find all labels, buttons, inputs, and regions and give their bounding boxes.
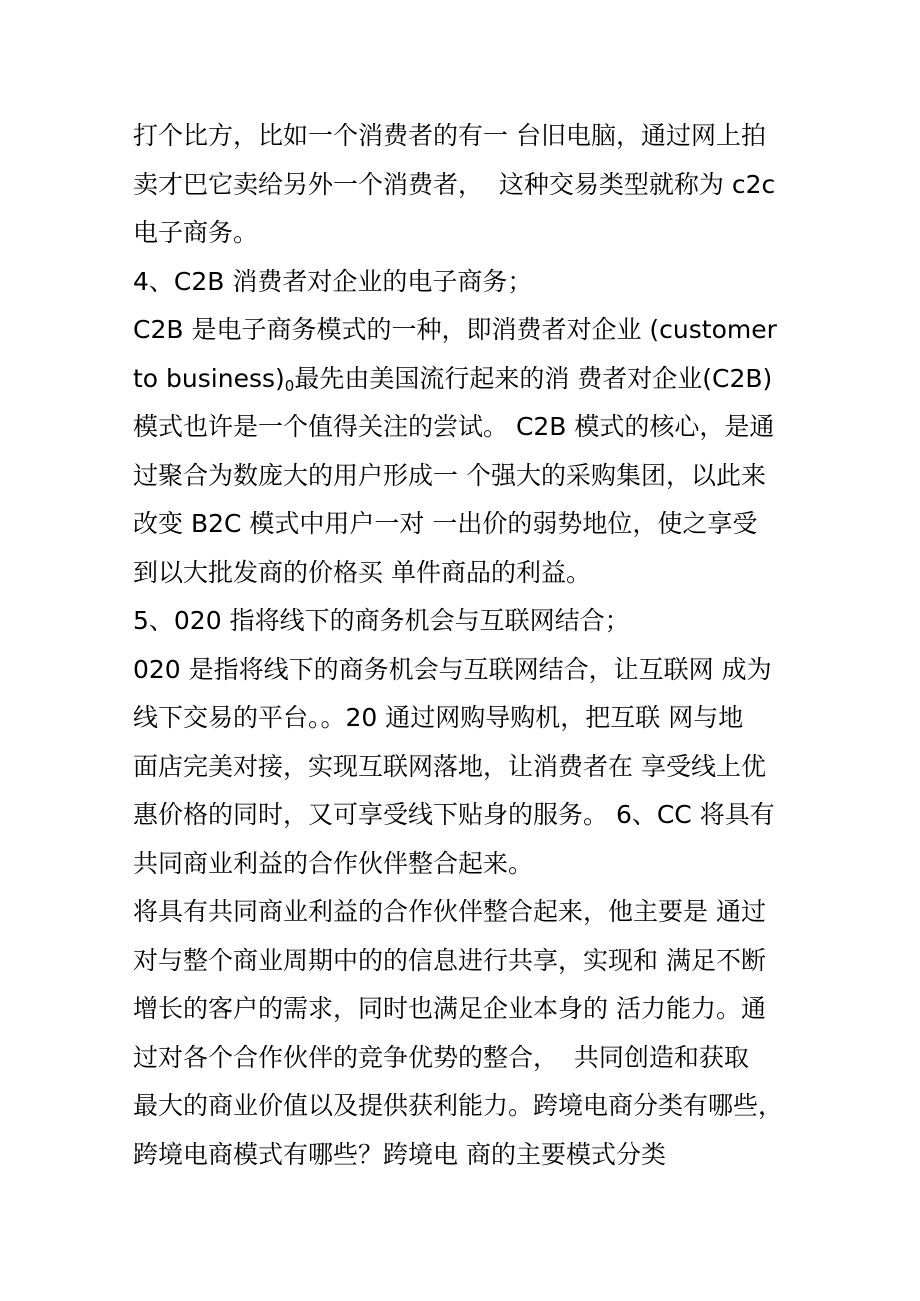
text-line: 过聚合为数庞大的用户形成一 个强大的采购集团，以此来 — [133, 460, 766, 490]
text-line: 电子商务。 — [133, 218, 259, 247]
document-body — [133, 112, 803, 1179]
subscript-zero: 0 — [284, 376, 295, 395]
text-line: 增长的客户的需求，同时也满足企业本身的 活力能力。通 — [133, 994, 766, 1023]
text-line: 共同商业利益的合作伙伴整合起来。 — [133, 848, 534, 878]
text-line: 5、020 指将线下的商务机会与互联网结合； — [133, 606, 630, 635]
text-line: 过对各个合作伙伴的竞争优势的整合， 共同创造和获取 — [133, 1042, 749, 1072]
text-line: 卖才巴它卖给另外一个消费者， 这种交易类型就称为 c2c — [133, 169, 776, 199]
text-line: 020 是指将线下的商务机会与互联网结合，让互联网 成为 — [133, 654, 772, 684]
text-segment: to business) — [133, 363, 285, 393]
text-line: 线下交易的平台。。20 通过网购导购机，把互联 网与地 — [133, 703, 744, 732]
text-line: 惠价格的同时，又可享受线下贴身的服务。 6、CC 将具有 — [133, 800, 775, 829]
text-line: 改变 B2C 模式中用户一对 一出价的弱势地位，使之享受 — [133, 509, 758, 538]
text-line: 对与整个商业周期中的的信息进行共享，实现和 满足不断 — [133, 945, 766, 975]
text-line: C2B 是电子商务模式的一种，即消费者对企业 (customer — [133, 315, 777, 344]
text-line: 模式也许是一个值得关注的尝试。 C2B 模式的核心，是通 — [133, 412, 775, 441]
text-line-mixed — [133, 355, 803, 404]
text-line: 面店完美对接，实现互联网落地，让消费者在 享受线上优 — [133, 751, 766, 781]
text-line: 打个比方，比如一个消费者的有一 台旧电脑，通过网上拍 — [133, 121, 766, 150]
text-line: 到以大批发商的价格买 单件商品的利益。 — [133, 557, 591, 587]
text-line: 跨境电商模式有哪些？跨境电 商的主要模式分类 — [133, 1139, 666, 1169]
text-line: 4、C2B 消费者对企业的电子商务； — [133, 266, 533, 296]
text-line: 最大的商业价值以及提供获利能力。跨境电商分类有哪些， — [133, 1091, 784, 1120]
text-segment: 最先由美国流行起来的消 费者对企业(C2B) — [294, 363, 773, 393]
text-line: 将具有共同商业利益的合作伙伴整合起来，他主要是 通过 — [133, 897, 766, 926]
